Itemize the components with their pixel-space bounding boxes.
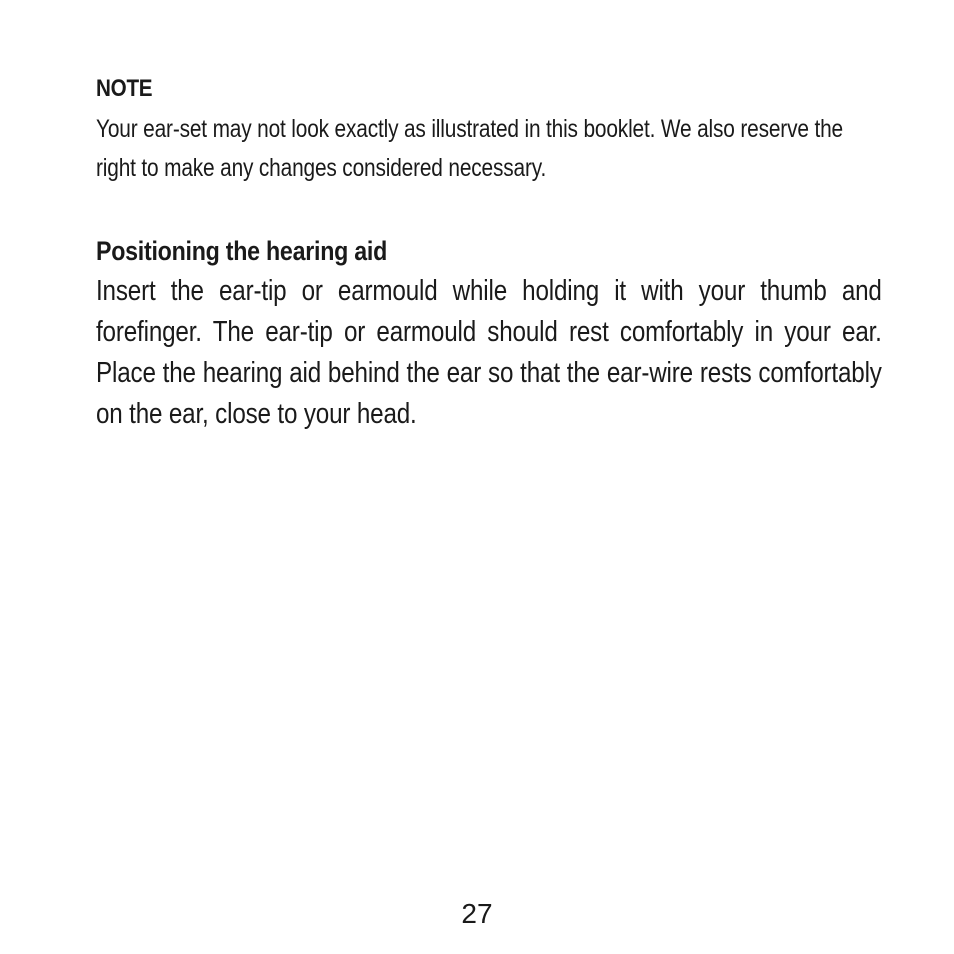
note-text: Your ear-set may not look exactly as illustrated in this booklet. We also reserve the right to make any changes considered necessary. [96,115,843,182]
section-text-positioning: Insert the ear-tip or earmould while holding it with your thumb and forefinger. The ear-tip or earmould should rest comfortably in your ear. Place the hearing aid behind the ear so that the ear-wire rests comfortably on the ear, close to your head. [96,275,882,430]
note-heading: NOTE [96,75,153,102]
page-number: 27 [461,898,493,929]
page-content [96,72,882,435]
section-heading-positioning: Positioning the hearing aid [96,236,388,266]
